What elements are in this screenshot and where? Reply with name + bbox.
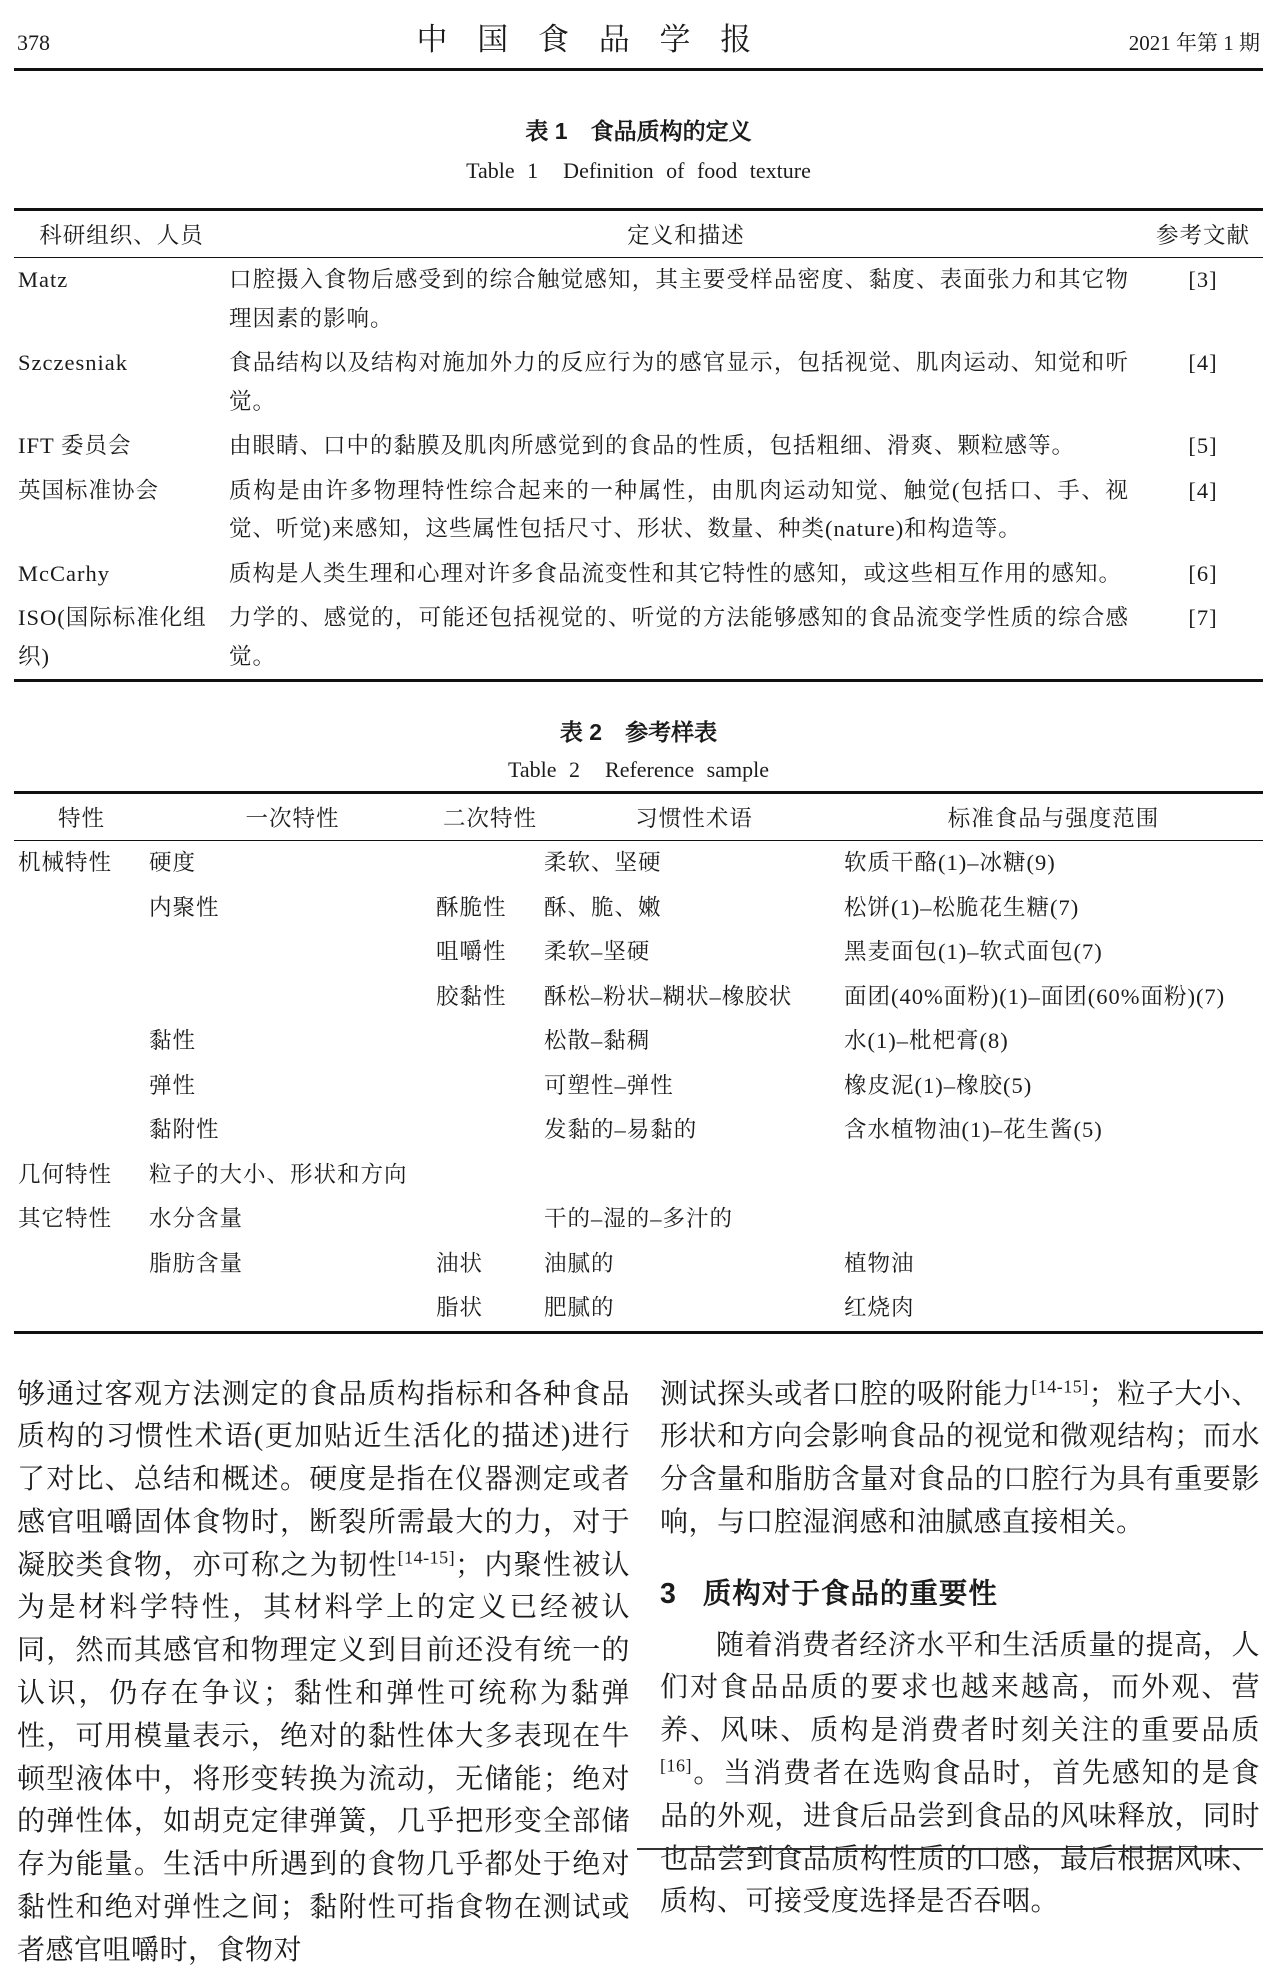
table-row [14,1019,1263,1064]
journal-title: 中 国 食 品 学 报 [416,22,763,57]
term-cell: 柔软、坚硬 [544,850,662,875]
table-row [14,1197,1263,1242]
secondary-cell [436,1108,544,1153]
standard-cell: 橡皮泥(1)–橡胶(5) [844,1072,1033,1098]
org-cell: McCarhy [18,560,110,586]
characteristic-cell: 其它特性 [18,1206,113,1231]
table2-caption-en: Table 2 Reference sample [507,757,769,782]
definition-cell: 口腔摄入食物后感受到的综合触觉感知，其主要受样品密度、黏度、表面张力和其它物理因素的影响。 [229,267,1129,331]
secondary-cell: 油状 [436,1250,484,1276]
running-head [14,0,1263,59]
secondary-cell [436,1153,544,1198]
table1-col-org: 科研组织、人员 [39,223,204,248]
body-paragraph-right-1: 测试探头或者口腔的吸附能力[14-15]；粒子大小、形状和方向会影响食品的视觉和微观结构；而水分含量和脂肪含量对食品的口腔行为具有重要影响，与口腔湿润感和油腻感直接相关。 [660,1376,1260,1538]
definition-cell: 食品结构以及结构对施加外力的反应行为的感官显示，包括视觉、肌肉运动、知觉和听觉。 [229,350,1129,414]
term-cell: 酥、脆、嫩 [544,894,662,920]
table-row [14,886,1263,931]
org-cell: Matz [18,267,69,292]
standard-cell: 红烧肉 [844,1295,915,1320]
secondary-cell [436,841,544,886]
term-cell: 酥松–粉状–糊状–橡胶状 [544,983,793,1009]
reference-cell: [7] [1188,605,1218,630]
characteristic-cell [14,1019,149,1064]
standard-cell: 软质干酪(1)–冰糖(9) [844,850,1056,875]
standard-cell: 面团(40%面粉)(1)–面团(60%面粉)(7) [844,983,1226,1009]
definition-cell: 由眼睛、口中的黏膜及肌肉所感觉到的食品的性质，包括粗细、滑爽、颗粒感等。 [229,433,1076,458]
table-row [14,596,1263,681]
definition-cell: 质构是由许多物理特性综合起来的一种属性，由肌肉运动知觉、触觉(包括口、手、视觉、听觉)来感知，这些属性包括尺寸、形状、数量、种类(nature)和构造等。 [229,477,1129,541]
definition-cell: 力学的、感觉的，可能还包括视觉的、听觉的方法能够感知的食品流变学性质的综合感觉。 [229,605,1129,669]
section-title: 质构对于食品的重要性 [702,1577,998,1610]
term-cell: 柔软–坚硬 [544,939,651,964]
table-row [14,552,1263,597]
reference-cell: [6] [1188,560,1218,586]
section-heading [660,1571,1260,1612]
table2-col-secondary: 二次特性 [442,806,537,831]
characteristic-cell [14,1064,149,1109]
characteristic-cell: 几何特性 [18,1161,113,1187]
characteristic-cell [14,1108,149,1153]
term-cell: 肥腻的 [544,1295,615,1320]
characteristic-cell [14,1286,149,1332]
table2-caption-zh: 表 2 参考样表 [559,719,718,745]
primary-cell: 弹性 [149,1072,197,1098]
table-row [14,841,1263,886]
term-cell: 松散–黏稠 [544,1028,651,1053]
table2-header-row [14,793,1263,841]
primary-cell: 粒子的大小、形状和方向 [149,1161,408,1187]
standard-cell: 植物油 [844,1250,915,1276]
secondary-cell: 咀嚼性 [436,939,507,964]
characteristic-cell: 机械特性 [18,850,113,875]
header-rule [14,68,1263,71]
table-row [14,1286,1263,1332]
term-cell: 油腻的 [544,1250,615,1276]
org-cell: Szczesniak [18,350,128,375]
reference-cell: [3] [1188,267,1218,292]
term-cell: 可塑性–弹性 [544,1072,674,1098]
table2-col-standard: 标准食品与强度范围 [947,806,1160,831]
primary-cell: 水分含量 [149,1206,244,1231]
term-cell [544,1153,844,1198]
issue-label: 2021 年第 1 期 [1128,31,1260,55]
reference-cell: [5] [1188,433,1218,458]
characteristic-cell [14,1242,149,1287]
secondary-cell [436,1064,544,1109]
primary-cell [149,975,436,1020]
standard-cell: 水(1)–枇杷膏(8) [844,1028,1009,1053]
standard-cell: 含水植物油(1)–花生酱(5) [844,1117,1103,1142]
standard-cell: 松饼(1)–松脆花生糖(7) [844,894,1080,920]
secondary-cell: 胶黏性 [436,983,507,1009]
table1-col-definition: 定义和描述 [627,223,745,248]
table1-caption-en: Table 1 Definition of food texture [466,158,811,183]
table-row [14,1064,1263,1109]
secondary-cell [436,1019,544,1064]
table-row [14,1108,1263,1153]
table1-caption-zh: 表 1 食品质构的定义 [525,118,752,144]
table-row [14,424,1263,469]
table2-col-characteristic: 特性 [57,806,105,831]
characteristic-cell [14,975,149,1020]
characteristic-cell [14,930,149,975]
page-number: 378 [17,30,50,55]
body-text [14,1374,1263,1973]
standard-cell [844,1197,1263,1242]
primary-cell: 脂肪含量 [149,1250,244,1276]
primary-cell: 黏附性 [149,1117,220,1142]
org-cell: IFT 委员会 [18,433,132,458]
standard-cell [844,1153,1263,1198]
term-cell: 干的–湿的–多汁的 [544,1206,734,1231]
table1-definition-of-food-texture [14,208,1263,682]
org-cell: ISO(国际标准化组织) [18,605,207,669]
table-row [14,1153,1263,1198]
standard-cell: 黑麦面包(1)–软式面包(7) [844,939,1103,964]
primary-cell [149,930,436,975]
body-paragraph-left: 够通过客观方法测定的食品质构指标和各种食品质构的习惯性术语(更加贴近生活化的描述)进行了对比、总结和概述。硬度是指在仪器测定或者感官咀嚼固体食物时，断裂所需最大的力，对于凝胶类食物，亦可称之为韧性[14-15]；内聚性被认为是材料学特性，其材料学上的定义已经被认同，然而其感官和物理定义到目前还没有统一的认识，仍存在争议；黏性和弹性可统称为黏弹性，可用模量表示，绝对的黏性体大多表现在牛顿型液体中，将形变转换为流动，无储能；绝对的弹性体，如胡克定律弹簧，几乎把形变全部储存为能量。生活中所遇到的食物几乎都处于绝对黏性和绝对弹性之间；黏附性可指食物在测试或者感官咀嚼时，食物对 [17,1378,630,1966]
reference-cell: [4] [1188,350,1218,375]
table2-col-term: 习惯性术语 [635,806,753,831]
table1-header-row [14,210,1263,258]
table-row [14,930,1263,975]
table-row [14,341,1263,424]
body-paragraph-right-2: 随着消费者经济水平和生活质量的提高，人们对食品品质的要求也越来越高，而外观、营养、风味、质构是消费者时刻关注的重要品质[16]。当消费者在选购食品时，首先感知的是食品的外观，进食后品尝到食品的风味释放，同时也品尝到食品质构性质的口感，最后根据风味、质构、可接受度选择是否吞咽。 [660,1629,1260,1918]
table2-col-primary: 一次特性 [245,806,340,831]
primary-cell: 内聚性 [149,894,220,920]
definition-cell: 质构是人类生理和心理对许多食品流变性和其它特性的感知，或这些相互作用的感知。 [229,560,1123,586]
reference-cell: [4] [1188,477,1218,503]
section-number: 3 [660,1577,677,1610]
org-cell: 英国标准协会 [18,477,160,503]
primary-cell [149,1286,436,1332]
table-row [14,469,1263,552]
secondary-cell: 脂状 [436,1295,484,1320]
bottom-rule-fragment [637,1848,1263,1850]
table-row [14,258,1263,342]
table1-col-reference: 参考文献 [1155,223,1250,248]
characteristic-cell [14,886,149,931]
term-cell: 发黏的–易黏的 [544,1117,698,1142]
table-row [14,1242,1263,1287]
right-column [660,1374,1260,1973]
secondary-cell: 酥脆性 [436,894,507,920]
secondary-cell [436,1197,544,1242]
primary-cell: 硬度 [149,850,197,875]
table2-reference-sample [14,791,1263,1334]
primary-cell: 黏性 [149,1028,197,1053]
left-column [17,1374,630,1973]
table-row [14,975,1263,1020]
